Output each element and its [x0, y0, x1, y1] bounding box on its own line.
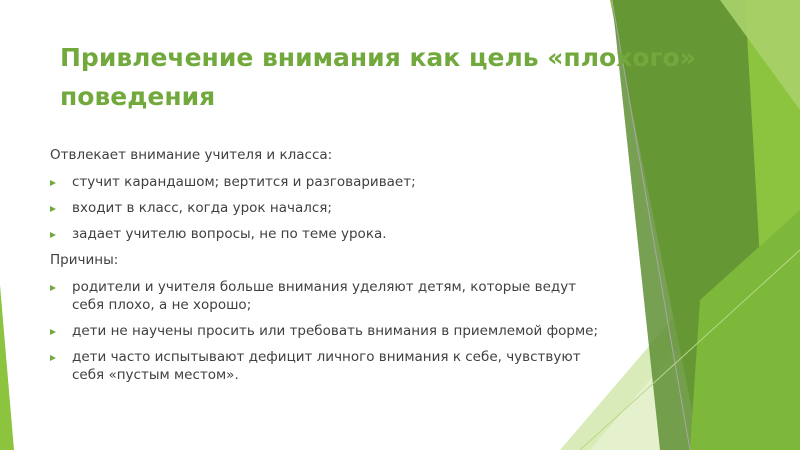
deco-left-sliver — [0, 285, 14, 450]
bullet-arrow-icon — [50, 285, 56, 291]
bullet-text: родители и учителя больше внимания уделяют детям, которые ведут себя плохо, а не хорошо; — [72, 279, 577, 313]
section-heading-reasons: Причины: — [50, 252, 119, 268]
bullet-item — [50, 225, 610, 243]
bullet-text: дети часто испытывают дефицит личного внимания к себе, чувствуют себя «пустым местом». — [72, 349, 581, 383]
bullet-item — [50, 278, 610, 314]
bullet-item — [50, 322, 610, 340]
bullet-text: стучит карандашом; вертится и разговаривает; — [72, 174, 416, 190]
slide-body — [50, 146, 610, 392]
bullet-text: входит в класс, когда урок начался; — [72, 200, 332, 216]
bullet-text: задает учителю вопросы, не по теме урока. — [72, 226, 387, 242]
slide-title: Привлечение внимания как цель «плохого» поведения — [60, 43, 696, 111]
bullet-arrow-icon — [50, 232, 56, 238]
bullet-text: дети не научены просить или требовать внимания в приемлемой форме; — [72, 323, 599, 339]
bullet-arrow-icon — [50, 180, 56, 186]
bullet-item — [50, 348, 610, 384]
bullet-item — [50, 199, 610, 217]
bullet-arrow-icon — [50, 355, 56, 361]
section-heading-distraction: Отвлекает внимание учителя и класса: — [50, 147, 333, 163]
bullet-item — [50, 173, 610, 191]
bullet-arrow-icon — [50, 329, 56, 335]
bullet-arrow-icon — [50, 206, 56, 212]
